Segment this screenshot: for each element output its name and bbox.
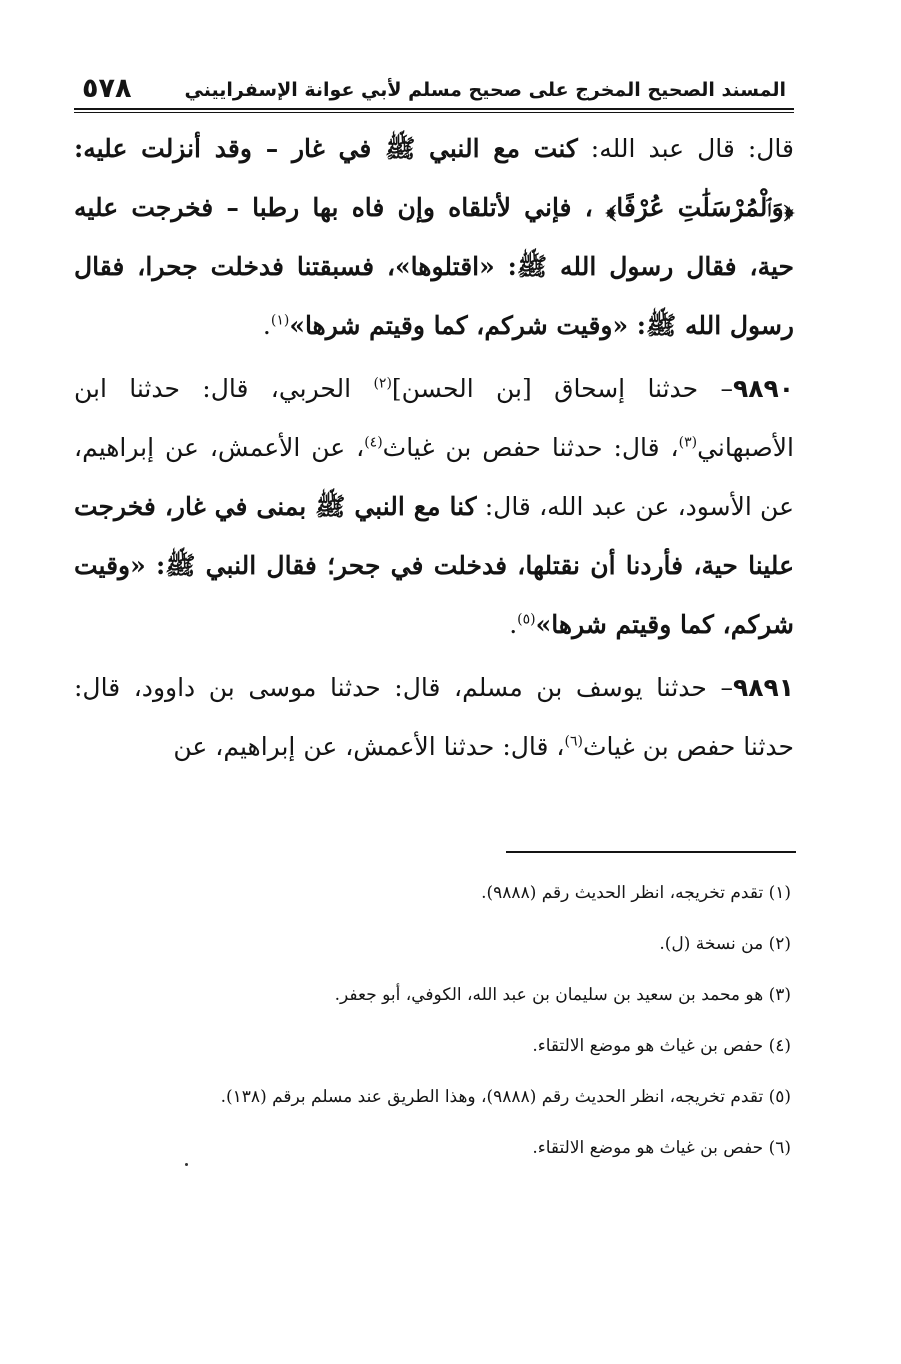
footnote-ref: (٥) bbox=[517, 611, 536, 628]
isnad-text: – حدثنا يوسف بن مسلم، قال: حدثنا موسى بن داوود، قال: حدثنا حفص بن غياث bbox=[74, 673, 794, 761]
footnote-ref: (٢) bbox=[373, 375, 392, 392]
book-title: المسند الصحيح المخرج على صحيح مسلم لأبي عوانة الإسفراييني bbox=[184, 79, 786, 101]
footnote-ref: (٦) bbox=[564, 733, 583, 750]
paragraph-continuation bbox=[74, 119, 794, 355]
footnote-6: (٦) حفص بن غياث هو موضع الالتقاء. bbox=[532, 1138, 791, 1158]
footnotes bbox=[91, 880, 791, 1186]
hadith-9890 bbox=[74, 359, 794, 654]
page-number: ٥٧٨ bbox=[82, 73, 132, 104]
header-rule-thin bbox=[74, 112, 794, 113]
footnote-ref: (١) bbox=[270, 312, 290, 329]
hadith-number: ٩٨٩١ bbox=[732, 673, 794, 702]
footnote-5: (٥) تقدم تخريجه، انظر الحديث رقم (٩٨٨٨)، وهذا الطريق عند مسلم برقم (١٣٨). bbox=[220, 1087, 791, 1107]
isnad-text: ، قال: حدثنا الأعمش، عن إبراهيم، عن bbox=[173, 732, 565, 761]
footnote-separator bbox=[506, 851, 796, 853]
isnad-text: – حدثنا إسحاق [بن الحسن] bbox=[391, 374, 733, 403]
footnote-3: (٣) هو محمد بن سعيد بن سليمان بن عبد الله، الكوفي، أبو جعفر. bbox=[334, 985, 791, 1005]
scan-speck bbox=[185, 1163, 188, 1166]
isnad-text: ، عن الأعمش، عن إبراهيم، عن الأسود، عن عبد الله، قال: bbox=[74, 433, 794, 521]
footnote-1: (١) تقدم تخريجه، انظر الحديث رقم (٩٨٨٨). bbox=[481, 883, 791, 903]
main-text bbox=[74, 119, 794, 776]
isnad-text: الحربي، قال: حدثنا ابن الأصبهاني bbox=[74, 374, 794, 462]
page-body bbox=[74, 70, 794, 776]
footnote-2: (٢) من نسخة (ل). bbox=[659, 934, 791, 954]
header-rule bbox=[74, 108, 794, 110]
footnote-4: (٤) حفص بن غياث هو موضع الالتقاء. bbox=[532, 1036, 791, 1056]
hadith-matn: كنا مع النبي ﷺ بمنى في غار، فخرجت علينا حية، فأردنا أن نقتلها، فدخلت في جحر؛ فقال النبي ﷺ: «وقيت شركم، كما وقيتم شرها» bbox=[74, 492, 794, 639]
hadith-number: ٩٨٩٠ bbox=[732, 374, 795, 403]
footnote-ref: (٣) bbox=[678, 434, 698, 451]
narration-text: قال: قال عبد الله: bbox=[577, 134, 794, 163]
hadith-matn: كنت مع النبي ﷺ في غار – وقد أنزلت عليه: ﴿وَٱلْمُرْسَلَٰتِ عُرْفًا﴾ ، فإني لأتلقاه وإن فاه بها رطبا – فخرجت عليه حية، فقال رسول الله ﷺ: «اقتلوها»، فسبقتنا فدخلت جحرا، فقال رسول الله ﷺ: «وقيت شركم، كما وقيتم شرها» bbox=[74, 134, 794, 340]
footnote-ref: (٤) bbox=[364, 434, 383, 451]
sentence-end: . bbox=[262, 311, 271, 340]
sentence-end: . bbox=[509, 610, 518, 639]
isnad-text: ، قال: حدثنا حفص بن غياث bbox=[382, 433, 679, 462]
running-header bbox=[74, 70, 794, 104]
hadith-9891 bbox=[74, 658, 794, 776]
